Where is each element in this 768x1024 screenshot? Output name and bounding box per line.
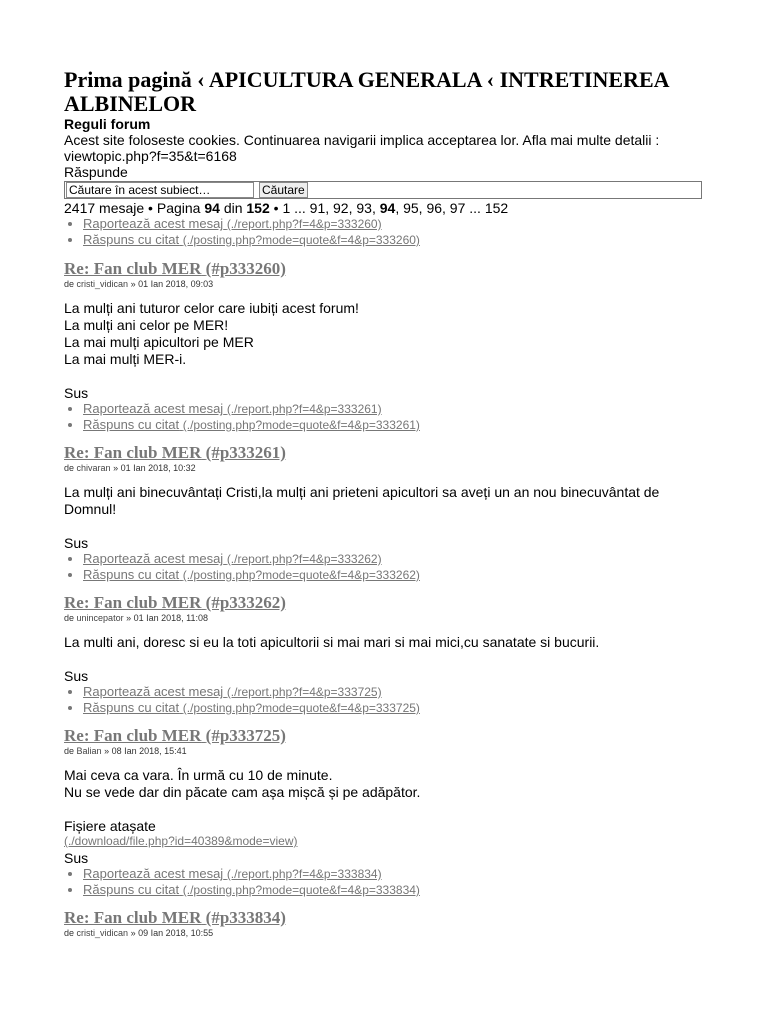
list-item — [83, 417, 704, 433]
post — [64, 443, 704, 583]
post-author[interactable]: Balian — [76, 746, 102, 756]
back-to-top-link[interactable]: Sus — [64, 385, 89, 401]
forum-rules-link[interactable]: Reguli forum — [64, 116, 151, 132]
post-meta: de cristi_vidican » 01 Ian 2018, 09:03 — [64, 279, 214, 289]
list-item — [83, 401, 704, 417]
post-actions — [64, 684, 704, 716]
post-actions — [64, 551, 704, 583]
search-form — [64, 181, 702, 199]
total-pages: 152 — [246, 200, 270, 216]
back-to-top-link[interactable]: Sus — [64, 850, 89, 866]
quote-link[interactable]: Răspuns cu citat (./posting.php?mode=quote&f=4&p=333262) — [83, 567, 420, 582]
post-title-link[interactable]: Re: Fan club MER (#p333260) — [64, 259, 286, 278]
post-author[interactable]: cristi_vidican — [76, 928, 129, 938]
list-item — [83, 551, 704, 567]
post-body: Mai ceva ca vara. În urmă cu 10 de minute. Nu se vede dar din păcate cam așa mișcă și pe adăpător. — [64, 767, 421, 800]
post-body: La multi ani, doresc si eu la toti apicultorii si mai mari si mai mici,cu sanatate si bucurii. — [64, 634, 600, 650]
list-item — [83, 232, 704, 248]
page-title: Prima pagină ‹ APICULTURA GENERALA ‹ INTRETINEREA ALBINELOR — [64, 67, 669, 116]
report-link[interactable]: Raportează acest mesaj (./report.php?f=4&p=333262) — [83, 551, 382, 566]
back-to-top-link[interactable]: Sus — [64, 668, 89, 684]
post-actions — [64, 866, 704, 898]
reply-link[interactable]: Răspunde — [64, 164, 128, 180]
post — [64, 726, 704, 898]
list-item — [83, 216, 704, 232]
quote-link[interactable]: Răspuns cu citat (./posting.php?mode=quote&f=4&p=333834) — [83, 882, 420, 897]
post-meta: de Balian » 08 Ian 2018, 15:41 — [64, 746, 187, 756]
post-title-link[interactable]: Re: Fan club MER (#p333261) — [64, 443, 286, 462]
post-meta: de chivaran » 01 Ian 2018, 10:32 — [64, 463, 196, 473]
list-item — [83, 866, 704, 882]
current-page-link: 94 — [379, 200, 396, 216]
message-count: 2417 mesaje — [64, 200, 145, 216]
page-links-after[interactable]: , 95, 96, 97 ... 152 — [395, 200, 509, 216]
post-author[interactable]: cristi_vidican — [76, 279, 129, 289]
post — [64, 908, 704, 939]
search-button[interactable]: Căutare — [259, 182, 308, 198]
search-input[interactable] — [66, 182, 254, 198]
cookie-notice: Acest site foloseste cookies. Continuarea navigarii implica acceptarea lor. Afla mai multe detalii : viewtopic.php?f=35&t=6168 — [64, 132, 660, 164]
pagination: 2417 mesaje • Pagina 94 din 152 • 1 ... 91, 92, 93, 94, 95, 96, 97 ... 152 — [64, 200, 509, 216]
top-actions — [64, 216, 704, 248]
list-item — [83, 700, 704, 716]
list-item — [83, 567, 704, 583]
post-author[interactable]: unincepator — [76, 613, 124, 623]
quote-link[interactable]: Răspuns cu citat (./posting.php?mode=quote&f=4&p=333261) — [83, 417, 420, 432]
page-label: Pagina — [156, 200, 201, 216]
post-title-link[interactable]: Re: Fan club MER (#p333725) — [64, 726, 286, 745]
attachments-label: Fișiere atașate — [64, 818, 156, 834]
list-item — [83, 684, 704, 700]
report-link[interactable]: Raportează acest mesaj (./report.php?f=4&p=333834) — [83, 866, 382, 881]
quote-link[interactable]: Răspuns cu citat (./posting.php?mode=quote&f=4&p=333725) — [83, 700, 420, 715]
current-page: 94 — [204, 200, 220, 216]
post-title-link[interactable]: Re: Fan club MER (#p333834) — [64, 908, 286, 927]
back-to-top-link[interactable]: Sus — [64, 535, 89, 551]
of-label: din — [223, 200, 243, 216]
post — [64, 259, 704, 433]
post-actions — [64, 401, 704, 433]
report-link[interactable]: Raportează acest mesaj (./report.php?f=4&p=333260) — [83, 216, 382, 231]
list-item — [83, 882, 704, 898]
post-body: La mulți ani tuturor celor care iubiți acest forum! La mulți ani celor pe MER! La mai mulți apicultori pe MER La mai mulți MER-i. — [64, 300, 359, 367]
report-link[interactable]: Raportează acest mesaj (./report.php?f=4&p=333261) — [83, 401, 382, 416]
post-meta: de cristi_vidican » 09 Ian 2018, 10:55 — [64, 928, 214, 938]
attachment-link[interactable]: (./download/file.php?id=40389&mode=view) — [64, 834, 298, 848]
quote-link[interactable]: Răspuns cu citat (./posting.php?mode=quote&f=4&p=333260) — [83, 232, 420, 247]
report-link[interactable]: Raportează acest mesaj (./report.php?f=4&p=333725) — [83, 684, 382, 699]
post-meta: de unincepator » 01 Ian 2018, 11:08 — [64, 613, 208, 623]
post-title-link[interactable]: Re: Fan club MER (#p333262) — [64, 593, 286, 612]
post — [64, 593, 704, 716]
post-author[interactable]: chivaran — [76, 463, 111, 473]
post-body: La mulți ani binecuvântați Cristi,la mulți ani prieteni apicultori sa aveți un an nou binecuvântat de Domnul! — [64, 484, 660, 517]
page-links[interactable]: 1 ... 91, 92, 93, — [282, 200, 376, 216]
